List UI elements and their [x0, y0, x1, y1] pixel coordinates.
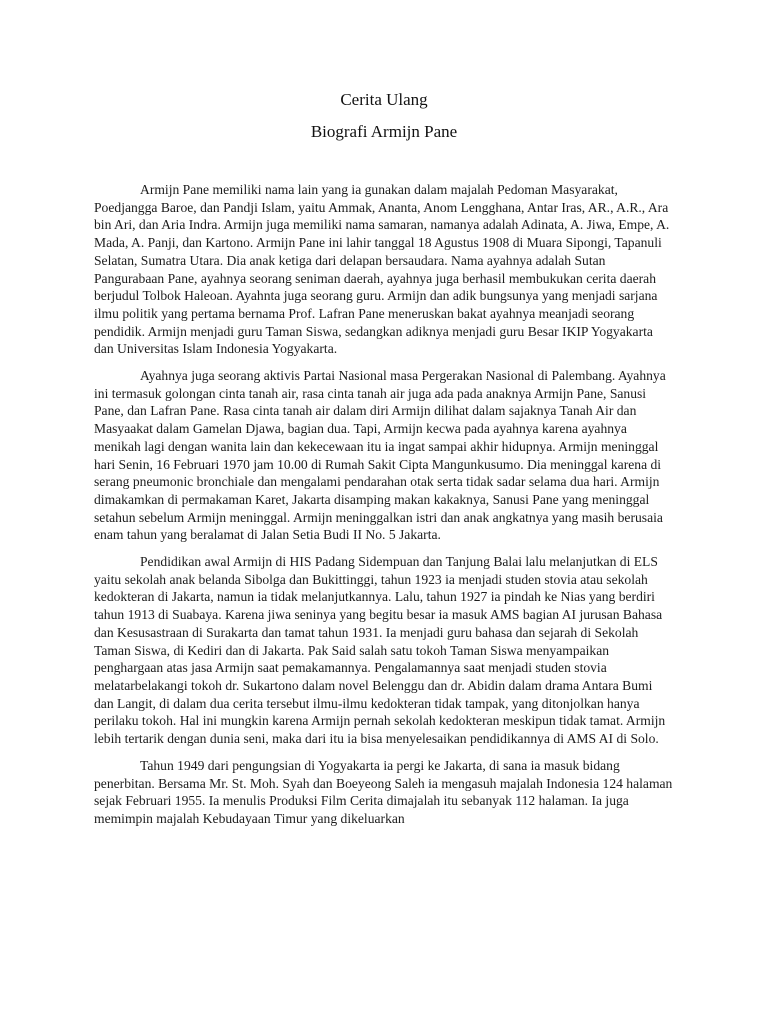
paragraph-1: Armijn Pane memiliki nama lain yang ia gunakan dalam majalah Pedoman Masyarakat, Poedjangga Baroe, dan Pandji Islam, yaitu Ammak, Ananta, Anom Lengghana, Antar Iras, AR., A.R., Ara bin Ari, dan Aria Indra. Armijn juga memiliki nama samaran, namanya adalah Adinata, A. Jiwa, Empe, A. Mada, A. Panji, dan Kartono. Armijn Pane ini lahir tanggal 18 Agustus 1908 di Muara Sipongi, Tapanuli Selatan, Sumatra Utara. Dia anak ketiga dari delapan bersaudara. Nama ayahnya adalah Sutan Pangurabaan Pane, ayahnya seorang seniman daerah, ayahnya juga berhasil membukukan cerita daerah berjudul Tolbok Haleoan. Ayahnta juga seorang guru. Armijn dan adik bungsunya yang menjadi sarjana ilmu politik yang pertama bernama Prof. Lafran Pane meneruskan bakat ayahnya meanjadi seorang pendidik. Armijn menjadi guru Taman Siswa, sedangkan adiknya menjadi guru Besar IKIP Yogyakarta dan Universitas Islam Indonesia Yogyakarta. [94, 182, 670, 357]
document-subtitle: Biografi Armijn Pane [310, 122, 458, 141]
paragraph-2: Ayahnya juga seorang aktivis Partai Nasional masa Pergerakan Nasional di Palembang. Ayahnya ini termasuk golongan cinta tanah air, rasa cinta tanah air juga ada pada anaknya Armijn Pane, Sanusi Pane, dan Lafran Pane. Rasa cinta tanah air dalam diri Armijn dilihat dalam sajaknya Tanah Air dan Masyaakat dalam Gamelan Djawa, bagian dua. Tapi, Armijn kecwa pada ayahnya karena ayahnya menikah lagi dengan wanita lain dan kekecewaan itu ia ingat sampai akhir hidupnya. Armijn meninggal hari Senin, 16 Februari 1970 jam 10.00 di Rumah Sakit Cipta Mangunkusumo. Dia meninggal karena di serang pneumonic bronchiale dan mengalami pendarahan otak serta tidak sadar selama dua hari. Armijn dimakamkan di permakaman Karet, Jakarta disamping makan kakaknya, Sanusi Pane yang meninggal setahun sebelum Armijn meninggal. Armijn meninggalkan istri dan anak angkatnya yang masih berusaia enam tahun yang beralamat di Jalan Setia Budi II No. 5 Jakarta. [94, 368, 666, 543]
document-title: Cerita Ulang [340, 90, 428, 109]
document-body [94, 181, 674, 837]
paragraph-3: Pendidikan awal Armijn di HIS Padang Sidempuan dan Tanjung Balai lalu melanjutkan di ELS yaitu sekolah anak belanda Sibolga dan Bukittinggi, tahun 1923 ia menjadi studen stovia atau sekolah kedokteran di Jakarta, namun ia tidak melanjutkannya. Lalu, tahun 1927 ia pindah ke Nias yang berdiri tahun 1913 di Suabaya. Karena jiwa seninya yang begitu besar ia masuk AMS bagian AI jurusan Bahasa dan Kesusastraan di Surakarta dan tamat tahun 1931. Ia menjadi guru bahasa dan sejarah di Sekolah Taman Siswa, di Kediri dan di Jakarta. Pak Said salah satu tokoh Taman Siswa menyampaikan penghargaan atas jasa Armijn saat pemakamannya. Pengalamannya saat menjadi studen stovia melatarbelakangi tokoh dr. Sukartono dalam novel Belenggu dan dr. Abidin dalam drama Antara Bumi dan Langit, di dalam dua cerita tersebut ilmu-ilmu kedokteran tidak tampak, yang ditonjolkan hanya perilaku tokoh. Hal ini mungkin karena Armijn pernah sekolah kedokteran meskipun tidak tamat. Armijn lebih tertarik dengan dunia seni, maka dari itu ia bisa menyelesaikan pendidikannya di AMS AI di Solo. [94, 554, 666, 747]
paragraph-4: Tahun 1949 dari pengungsian di Yogyakarta ia pergi ke Jakarta, di sana ia masuk bidang penerbitan. Bersama Mr. St. Moh. Syah dan Boeyeong Saleh ia mengasuh majalah Indonesia 124 halaman sejak Februari 1955. Ia menulis Produksi Film Cerita dimajalah itu sebanyak 112 halaman. Ia juga memimpin majalah Kebudayaan Timur yang dikeluarkan [94, 757, 673, 826]
